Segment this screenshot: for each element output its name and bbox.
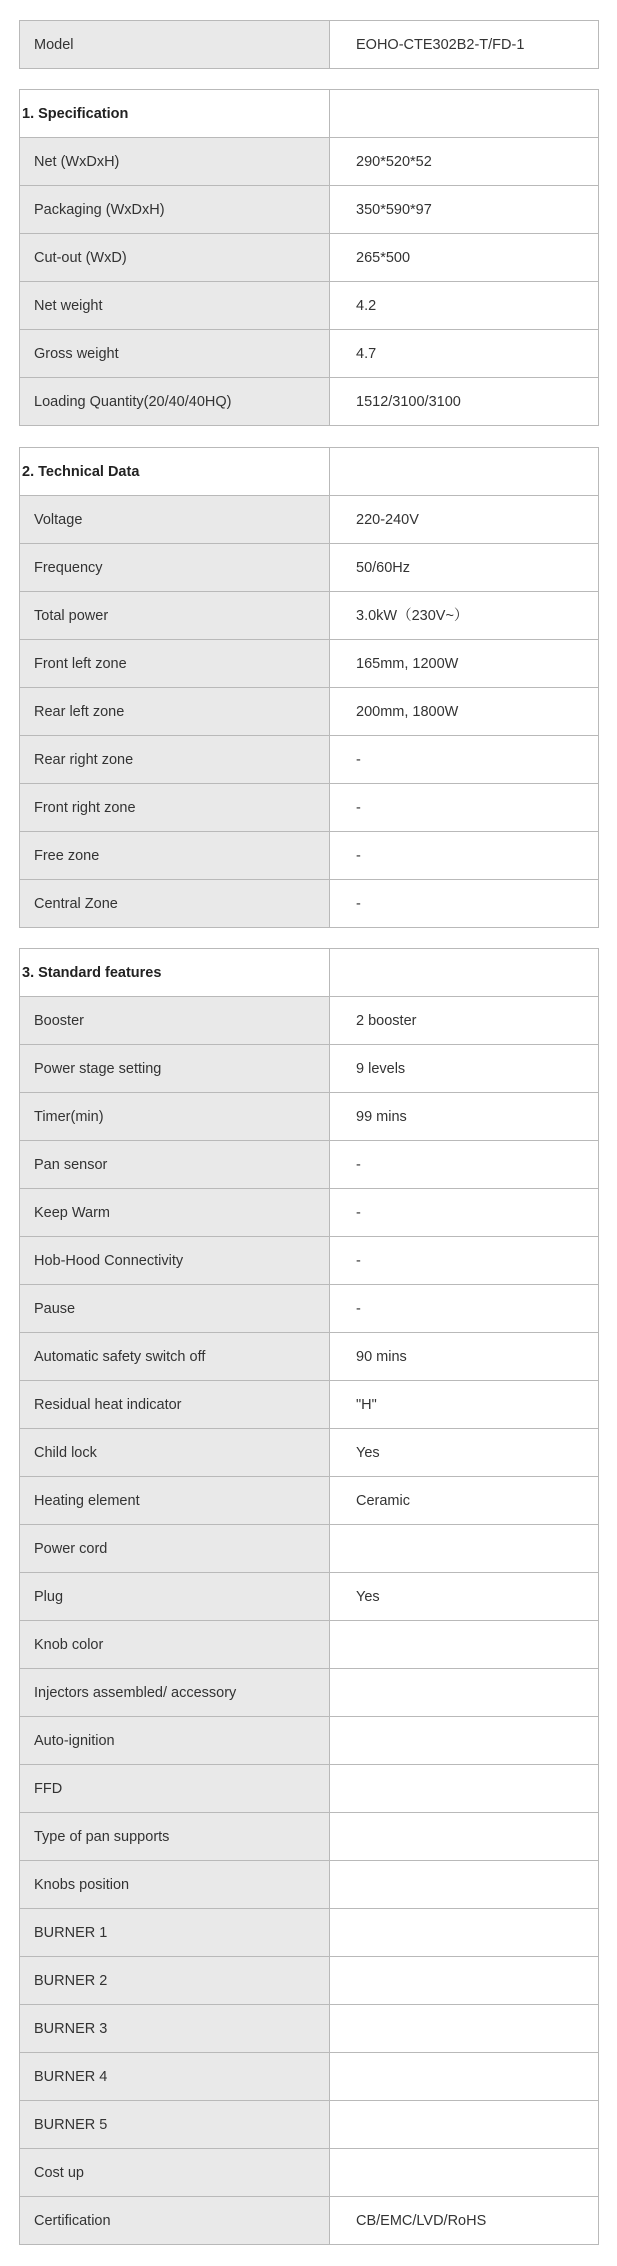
model-table [19,20,599,69]
spec-value: 350*590*97 [330,186,599,234]
table-row [20,1045,599,1093]
spec-value [330,1621,599,1669]
spec-label: Net (WxDxH) [20,138,330,186]
spec-value [330,2101,599,2149]
spec-label: Power stage setting [20,1045,330,1093]
spec-value: CB/EMC/LVD/RoHS [330,2197,599,2245]
table-row [20,592,599,640]
spec-label: Voltage [20,496,330,544]
spec-value: 99 mins [330,1093,599,1141]
spec-label: Rear left zone [20,688,330,736]
table-row [20,1861,599,1909]
table-row [20,1909,599,1957]
spec-label: Automatic safety switch off [20,1333,330,1381]
spec-value: - [330,1189,599,1237]
spec-value: - [330,1237,599,1285]
spec-label: BURNER 1 [20,1909,330,1957]
spec-value: - [330,1141,599,1189]
table-row [20,784,599,832]
table-row [20,688,599,736]
table-row [20,1237,599,1285]
spec-value [330,2005,599,2053]
spec-label: Central Zone [20,880,330,928]
spec-value: Yes [330,1573,599,1621]
spec-label: Free zone [20,832,330,880]
spec-label: Keep Warm [20,1189,330,1237]
spec-label: Child lock [20,1429,330,1477]
table-row [20,544,599,592]
spec-value: 3.0kW（230V~） [330,592,599,640]
model-value: EOHO-CTE302B2-T/FD-1 [330,21,599,69]
table-row [20,496,599,544]
table-row [20,1333,599,1381]
table-row [20,21,599,69]
spec-label: Certification [20,2197,330,2245]
spec-value: 165mm, 1200W [330,640,599,688]
table-row [20,1285,599,1333]
spec-label: Booster [20,997,330,1045]
spec-label: Net weight [20,282,330,330]
spec-label: Pan sensor [20,1141,330,1189]
table-row [20,378,599,426]
spec-value: 90 mins [330,1333,599,1381]
spec-label: BURNER 3 [20,2005,330,2053]
table-row [20,997,599,1045]
spec-label: Rear right zone [20,736,330,784]
table-row [20,1957,599,2005]
spec-label: Packaging (WxDxH) [20,186,330,234]
spec-value: 2 booster [330,997,599,1045]
spec-value [330,1861,599,1909]
spec-value: - [330,880,599,928]
section-title: 1. Specification [20,90,330,138]
spec-value: 9 levels [330,1045,599,1093]
table-row [20,2149,599,2197]
spec-value [330,2149,599,2197]
spec-label: Total power [20,592,330,640]
table-row [20,640,599,688]
standard-features-table [19,948,599,2245]
spec-label: Loading Quantity(20/40/40HQ) [20,378,330,426]
section-header-row [20,90,599,138]
spec-label: Front right zone [20,784,330,832]
spec-label: Front left zone [20,640,330,688]
table-row [20,736,599,784]
spec-label: Residual heat indicator [20,1381,330,1429]
table-row [20,2053,599,2101]
spec-label: Injectors assembled/ accessory [20,1669,330,1717]
spec-value [330,1813,599,1861]
spec-label: FFD [20,1765,330,1813]
table-row [20,282,599,330]
spec-value: 50/60Hz [330,544,599,592]
spec-value: 220-240V [330,496,599,544]
section-title: 2. Technical Data [20,448,330,496]
table-row [20,330,599,378]
spec-label: Cost up [20,2149,330,2197]
table-row [20,1669,599,1717]
table-row [20,1525,599,1573]
table-row [20,1477,599,1525]
section-title: 3. Standard features [20,949,330,997]
table-row [20,1141,599,1189]
spec-value: - [330,784,599,832]
spec-value [330,1717,599,1765]
spec-label: Hob-Hood Connectivity [20,1237,330,1285]
specification-table [19,89,599,426]
table-row [20,186,599,234]
spec-value: 265*500 [330,234,599,282]
table-row [20,1381,599,1429]
spec-label: Cut-out (WxD) [20,234,330,282]
table-row [20,234,599,282]
model-label: Model [20,21,330,69]
spec-label: Plug [20,1573,330,1621]
spec-value: Ceramic [330,1477,599,1525]
spec-value: Yes [330,1429,599,1477]
spec-value: 1512/3100/3100 [330,378,599,426]
spec-label: Gross weight [20,330,330,378]
spec-value [330,1525,599,1573]
table-row [20,1189,599,1237]
table-row [20,832,599,880]
spec-label: Type of pan supports [20,1813,330,1861]
table-row [20,880,599,928]
table-row [20,1717,599,1765]
spec-value: - [330,736,599,784]
table-row [20,1621,599,1669]
spec-value [330,2053,599,2101]
table-row [20,2005,599,2053]
section-header-row [20,448,599,496]
table-row [20,138,599,186]
spec-value: 200mm, 1800W [330,688,599,736]
table-row [20,1765,599,1813]
section-header-blank [330,90,599,138]
technical-data-table [19,447,599,928]
spec-label: Frequency [20,544,330,592]
spec-value: 290*520*52 [330,138,599,186]
spec-label: Knobs position [20,1861,330,1909]
table-row [20,1093,599,1141]
spec-value: 4.7 [330,330,599,378]
spec-label: Auto-ignition [20,1717,330,1765]
table-row [20,1573,599,1621]
section-header-row [20,949,599,997]
table-row [20,1813,599,1861]
spec-value: - [330,832,599,880]
spec-value: "H" [330,1381,599,1429]
spec-label: BURNER 2 [20,1957,330,2005]
table-row [20,2101,599,2149]
table-row [20,1429,599,1477]
spec-label: BURNER 4 [20,2053,330,2101]
spec-label: Power cord [20,1525,330,1573]
spec-value: - [330,1285,599,1333]
table-row [20,2197,599,2245]
section-header-blank [330,448,599,496]
spec-label: Knob color [20,1621,330,1669]
spec-label: Heating element [20,1477,330,1525]
spec-value [330,1669,599,1717]
spec-value: 4.2 [330,282,599,330]
spec-label: Pause [20,1285,330,1333]
spec-value [330,1909,599,1957]
section-header-blank [330,949,599,997]
spec-label: Timer(min) [20,1093,330,1141]
spec-label: BURNER 5 [20,2101,330,2149]
spec-value [330,1765,599,1813]
spec-value [330,1957,599,2005]
